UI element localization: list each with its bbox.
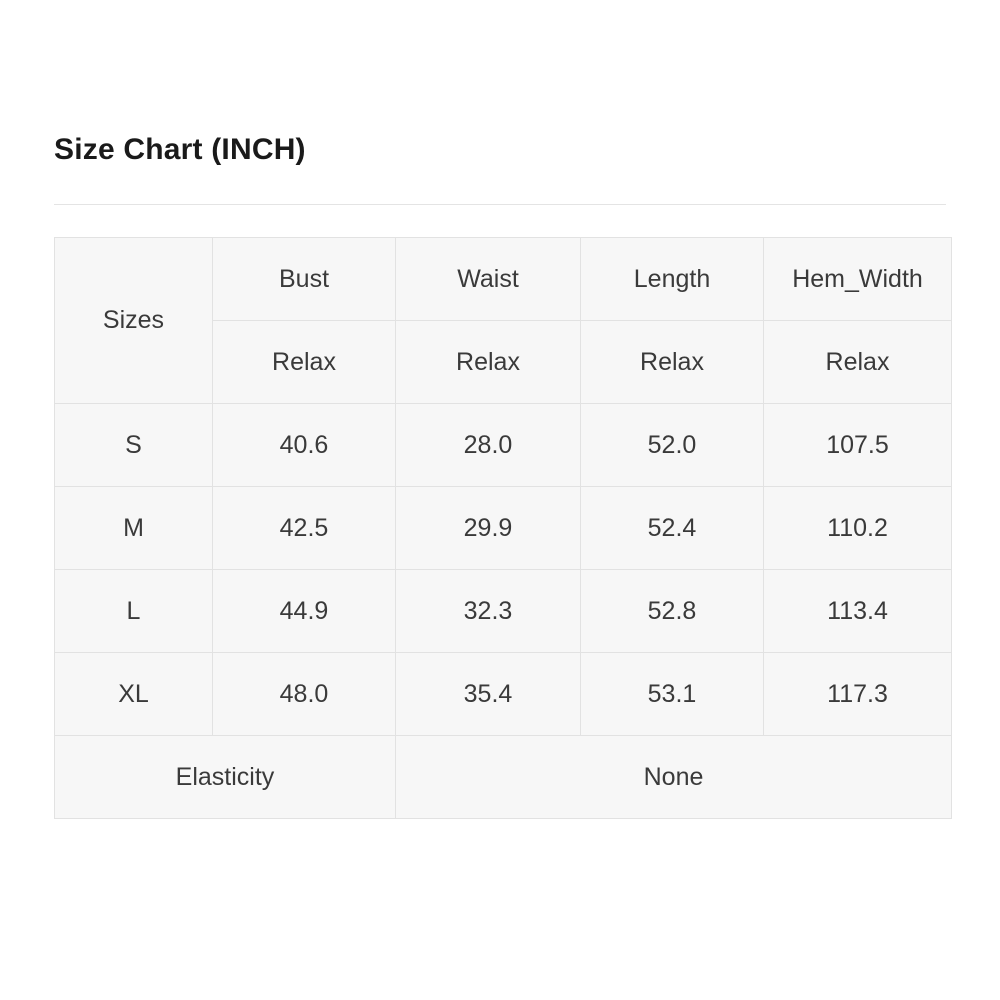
size-chart-table-wrapper bbox=[54, 237, 946, 819]
header-waist: Waist bbox=[396, 238, 581, 321]
table-row bbox=[55, 653, 952, 736]
table-row bbox=[55, 404, 952, 487]
subheader-length-relax: Relax bbox=[581, 321, 764, 404]
cell-waist: 35.4 bbox=[396, 653, 581, 736]
cell-bust: 48.0 bbox=[213, 653, 396, 736]
size-chart-table bbox=[54, 237, 952, 819]
elasticity-label: Elasticity bbox=[55, 736, 396, 819]
header-bust: Bust bbox=[213, 238, 396, 321]
cell-length: 52.4 bbox=[581, 487, 764, 570]
table-footer-row bbox=[55, 736, 952, 819]
row-size-label: L bbox=[55, 570, 213, 653]
cell-waist: 32.3 bbox=[396, 570, 581, 653]
cell-bust: 42.5 bbox=[213, 487, 396, 570]
table-header-row-measures bbox=[55, 238, 952, 321]
subheader-waist-relax: Relax bbox=[396, 321, 581, 404]
cell-waist: 29.9 bbox=[396, 487, 581, 570]
cell-bust: 40.6 bbox=[213, 404, 396, 487]
subheader-hem-width-relax: Relax bbox=[764, 321, 952, 404]
header-sizes: Sizes bbox=[55, 238, 213, 404]
title-divider bbox=[54, 204, 946, 205]
row-size-label: XL bbox=[55, 653, 213, 736]
cell-bust: 44.9 bbox=[213, 570, 396, 653]
cell-hem-width: 117.3 bbox=[764, 653, 952, 736]
header-hem-width bbox=[764, 238, 952, 321]
cell-length: 52.8 bbox=[581, 570, 764, 653]
cell-hem-width: 113.4 bbox=[764, 570, 952, 653]
cell-hem-width: 110.2 bbox=[764, 487, 952, 570]
row-size-label: M bbox=[55, 487, 213, 570]
cell-length: 53.1 bbox=[581, 653, 764, 736]
table-row bbox=[55, 487, 952, 570]
cell-hem-width: 107.5 bbox=[764, 404, 952, 487]
elasticity-value: None bbox=[396, 736, 952, 819]
table-row bbox=[55, 570, 952, 653]
cell-length: 52.0 bbox=[581, 404, 764, 487]
cell-waist: 28.0 bbox=[396, 404, 581, 487]
row-size-label: S bbox=[55, 404, 213, 487]
header-hem-width-text: Hem_Width bbox=[792, 264, 923, 293]
subheader-bust-relax: Relax bbox=[213, 321, 396, 404]
header-length: Length bbox=[581, 238, 764, 321]
page-title: Size Chart (INCH) bbox=[54, 133, 306, 166]
